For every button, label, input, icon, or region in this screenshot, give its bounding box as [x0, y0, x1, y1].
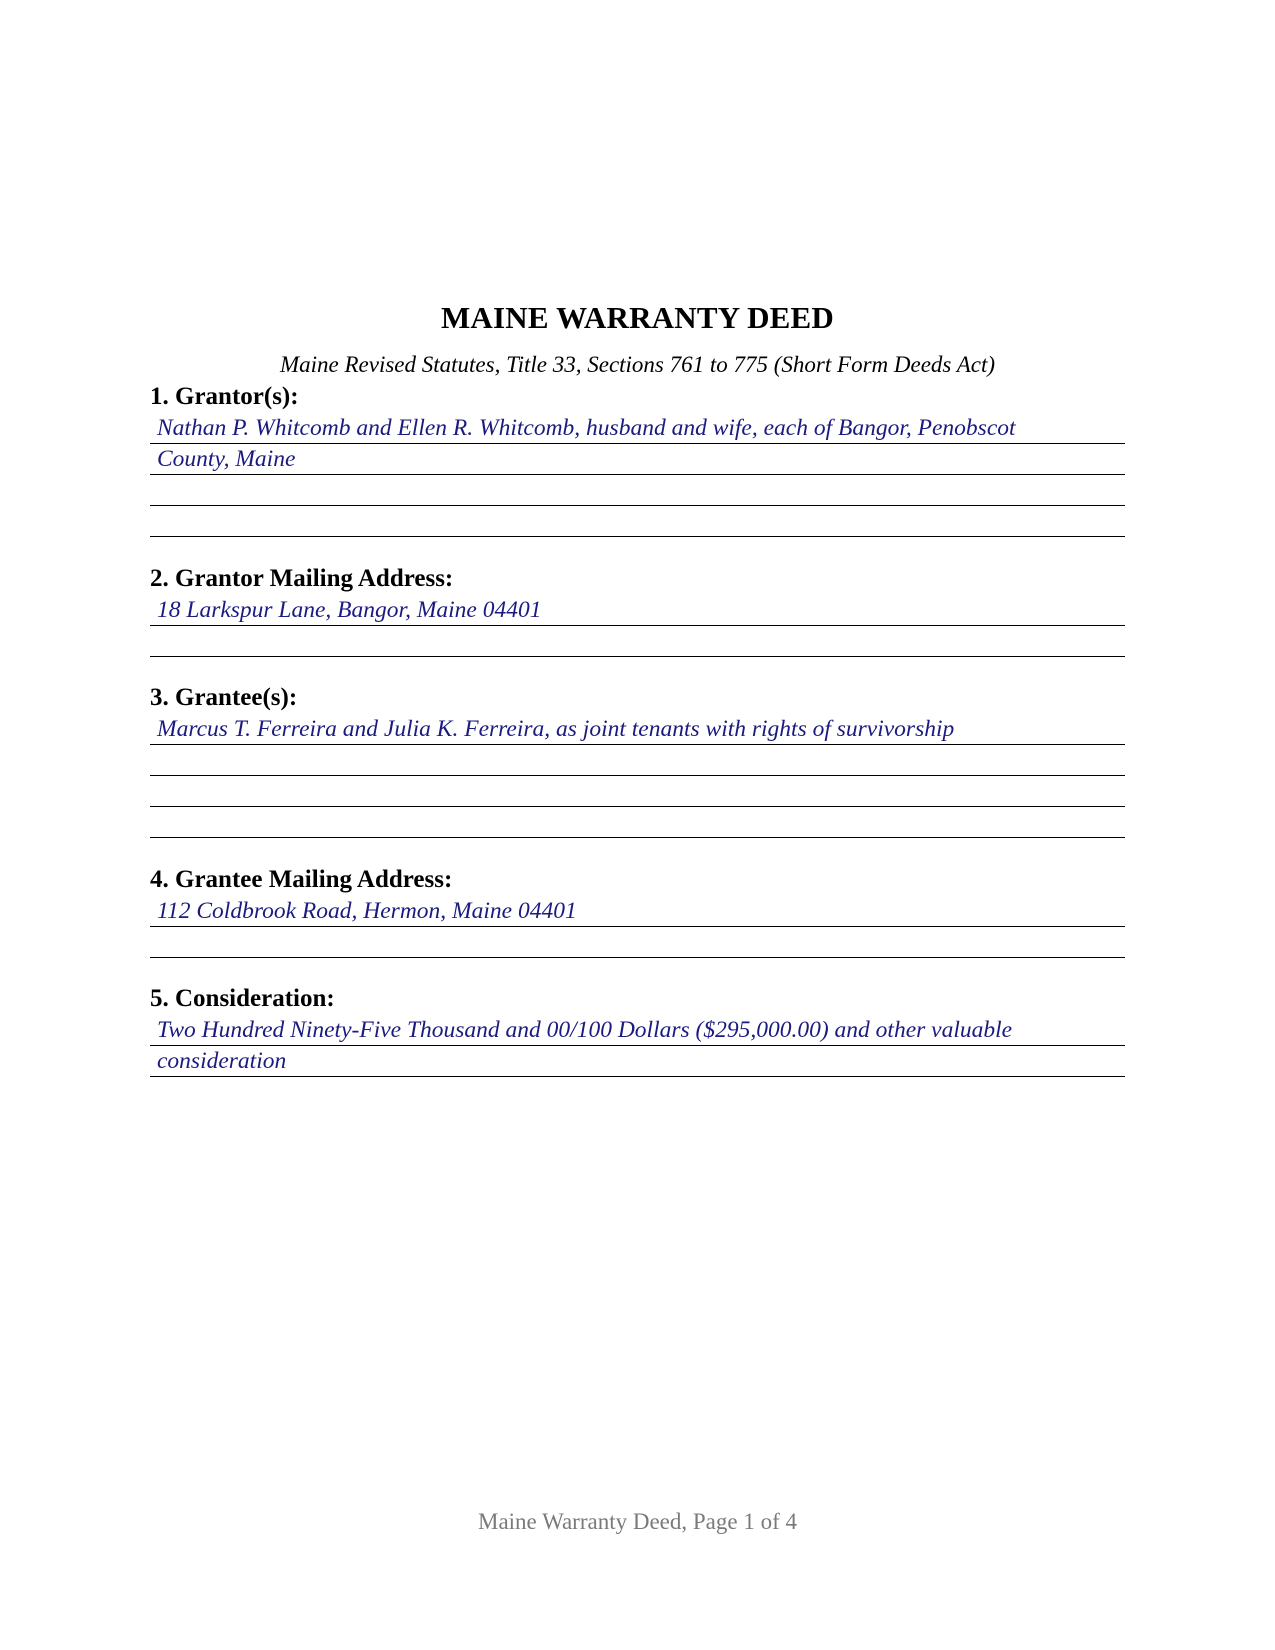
- section-heading-grantor-address: 2. Grantor Mailing Address:: [150, 565, 454, 592]
- grantee-address-line-1[interactable]: 112 Coldbrook Road, Hermon, Maine 04401: [150, 896, 1125, 927]
- page-footer: Maine Warranty Deed, Page 1 of 4: [478, 1509, 797, 1534]
- grantee-line-2[interactable]: [150, 745, 1125, 776]
- grantor-line-3[interactable]: [150, 475, 1125, 506]
- section-consideration: [150, 983, 1125, 1077]
- grantor-line-4[interactable]: [150, 506, 1125, 537]
- section-heading-consideration: 5. Consideration:: [150, 985, 335, 1012]
- grantor-address-field: [150, 595, 1125, 657]
- grantor-line-1[interactable]: Nathan P. Whitcomb and Ellen R. Whitcomb, husband and wife, each of Bangor, Penobscot: [150, 413, 1125, 444]
- grantor-field: [150, 413, 1125, 537]
- grantee-address-field: [150, 896, 1125, 958]
- section-grantor-address: [150, 563, 1125, 657]
- document-title: MAINE WARRANTY DEED: [440, 300, 835, 335]
- document-subtitle: Maine Revised Statutes, Title 33, Sections 761 to 775 (Short Form Deeds Act): [279, 352, 996, 377]
- grantee-line-4[interactable]: [150, 807, 1125, 838]
- grantor-address-line-2[interactable]: [150, 626, 1125, 657]
- grantee-line-1[interactable]: Marcus T. Ferreira and Julia K. Ferreira, as joint tenants with rights of survivorship: [150, 714, 1125, 745]
- grantor-line-2[interactable]: County, Maine: [150, 444, 1125, 475]
- section-grantee: [150, 682, 1125, 838]
- consideration-field: [150, 1015, 1125, 1077]
- section-heading-grantee-address: 4. Grantee Mailing Address:: [150, 866, 453, 893]
- grantee-line-3[interactable]: [150, 776, 1125, 807]
- consideration-line-1[interactable]: Two Hundred Ninety-Five Thousand and 00/100 Dollars ($295,000.00) and other valuable: [150, 1015, 1125, 1046]
- grantee-field: [150, 714, 1125, 838]
- consideration-line-2[interactable]: consideration: [150, 1046, 1125, 1077]
- section-heading-grantee: 3. Grantee(s):: [150, 684, 298, 711]
- section-heading-grantor: 1. Grantor(s):: [150, 383, 299, 410]
- grantor-address-line-1[interactable]: 18 Larkspur Lane, Bangor, Maine 04401: [150, 595, 1125, 626]
- grantee-address-line-2[interactable]: [150, 927, 1125, 958]
- section-grantee-address: [150, 864, 1125, 958]
- section-grantor: [150, 381, 1125, 537]
